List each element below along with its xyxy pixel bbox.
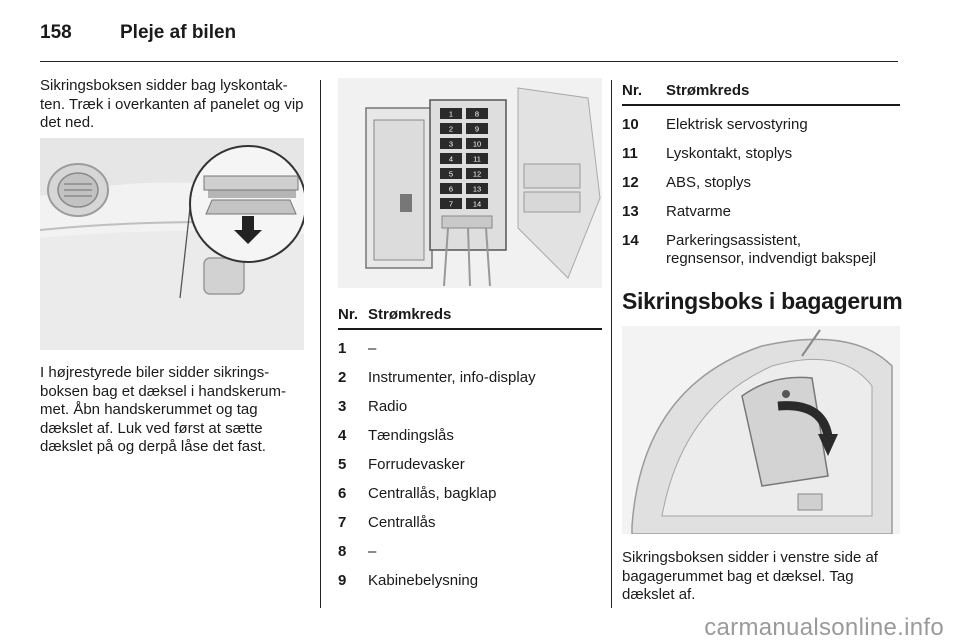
row-circuit-line: Centrallås, bagklap: [368, 485, 497, 502]
fuse-label: 6: [448, 184, 454, 194]
row-circuit-line: Kabinebelysning: [368, 572, 479, 589]
row-circuit: [666, 203, 900, 221]
table-header: [338, 306, 602, 330]
column-divider-2: [611, 80, 612, 608]
row-circuit: [666, 145, 900, 163]
dashboard-illustration: [40, 138, 304, 350]
table-row: [622, 174, 900, 192]
row-circuit: [368, 572, 602, 590]
fuse-table-2: [622, 82, 900, 268]
row-circuit: [368, 456, 602, 474]
row-number: 6: [338, 485, 347, 502]
row-number: 13: [622, 203, 639, 220]
row-circuit: [368, 485, 602, 503]
fuse-label: 8: [474, 109, 480, 119]
row-number: 14: [622, 232, 639, 249]
row-circuit: [666, 116, 900, 134]
rhd-paragraph: I højrestyrede biler sidder sikrings-boksen bag et dæksel i handskerum-met. Åbn handskerummet og tag dækslet af. Luk ved først at sætte dækslet på og derpå låse det fast.: [40, 364, 286, 456]
row-circuit-line: Forrudevasker: [368, 456, 465, 473]
header-rule: [40, 61, 898, 62]
table-row: [338, 398, 602, 416]
fuse-label: 1: [448, 109, 454, 119]
row-circuit-line: –: [368, 543, 377, 560]
fuse-label: 13: [472, 184, 482, 194]
table-row: [338, 456, 602, 474]
page-title: Pleje af bilen: [120, 22, 237, 43]
page-number: 158: [40, 22, 72, 43]
col-header-circuit: Strømkreds: [368, 306, 452, 323]
col-header-nr: Nr.: [622, 82, 643, 99]
row-circuit: [666, 232, 900, 268]
fuse-label: 11: [473, 154, 481, 164]
row-number: 7: [338, 514, 347, 531]
row-circuit-line: Centrallås: [368, 514, 436, 531]
fuse-table-1: [338, 306, 602, 590]
row-circuit-line: regnsensor, indvendigt bakspejl: [666, 250, 877, 267]
watermark: carmanualsonline.info: [704, 614, 944, 641]
row-number: 3: [338, 398, 347, 415]
table-row: [338, 572, 602, 590]
row-circuit-line: ABS, stoplys: [666, 174, 752, 191]
row-circuit-line: Tændingslås: [368, 427, 454, 444]
trunk-paragraph: Sikringsboksen sidder i venstre side af bagagerummet bag et dæksel. Tag dækslet af.: [622, 549, 878, 604]
row-circuit: [368, 514, 602, 532]
row-circuit-line: Ratvarme: [666, 203, 732, 220]
row-number: 2: [338, 369, 347, 386]
intro-paragraph: Sikringsboksen sidder bag lyskontak-ten. Træk i overkanten af panelet og vip det ned.: [40, 77, 304, 132]
fuse-label: 2: [448, 124, 454, 134]
row-circuit-line: Lyskontakt, stoplys: [666, 145, 793, 162]
fuse-label: 3: [448, 139, 454, 149]
table-header: [622, 82, 900, 106]
row-circuit: [368, 398, 602, 416]
fuse-label: 12: [472, 169, 482, 179]
table-row: [338, 427, 602, 445]
row-number: 12: [622, 174, 639, 191]
table-row: [622, 203, 900, 221]
trunk-illustration: [622, 326, 900, 534]
section-heading: Sikringsboks i bagagerum: [622, 288, 903, 314]
col-header-circuit: Strømkreds: [666, 82, 750, 99]
table-row: [622, 145, 900, 163]
fuse-label: 9: [474, 124, 480, 134]
row-circuit-line: Elektrisk servostyring: [666, 116, 808, 133]
fuse-label: 10: [472, 139, 482, 149]
row-number: 5: [338, 456, 347, 473]
table-row: [622, 232, 900, 268]
row-number: 9: [338, 572, 347, 589]
table-row: [338, 485, 602, 503]
fuse-label: 14: [472, 199, 482, 209]
fusebox-illustration: [338, 78, 602, 288]
row-circuit: [368, 427, 602, 445]
row-circuit: [368, 369, 602, 387]
table-row: [338, 514, 602, 532]
fuse-label: 7: [448, 199, 454, 209]
fuse-label: 5: [448, 169, 454, 179]
table-row: [338, 543, 602, 561]
row-circuit: [368, 340, 602, 358]
table-row: [622, 116, 900, 134]
col-header-nr: Nr.: [338, 306, 359, 323]
column-divider-1: [320, 80, 321, 608]
table-row: [338, 369, 602, 387]
row-circuit: [666, 174, 900, 192]
fuse-label: 4: [448, 154, 454, 164]
row-number: 11: [622, 145, 638, 162]
row-number: 8: [338, 543, 347, 560]
row-number: 1: [338, 340, 347, 357]
row-circuit-line: –: [368, 340, 377, 357]
row-circuit: [368, 543, 602, 561]
row-circuit-line: Instrumenter, info-display: [368, 369, 536, 386]
row-number: 4: [338, 427, 347, 444]
row-circuit-line: Radio: [368, 398, 408, 415]
table-row: [338, 340, 602, 358]
row-circuit-line: Parkeringsassistent,: [666, 232, 802, 249]
row-number: 10: [622, 116, 639, 133]
